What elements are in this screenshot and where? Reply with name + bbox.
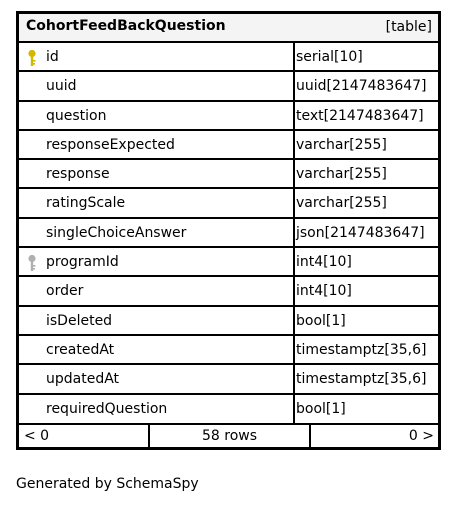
parents-count[interactable] bbox=[19, 425, 150, 447]
table-diagram bbox=[16, 11, 441, 450]
column-type: text[2147483647] bbox=[296, 107, 424, 124]
column-name-cell bbox=[19, 336, 295, 363]
column-name-cell bbox=[19, 72, 295, 99]
column-name: uuid bbox=[46, 78, 77, 95]
column-name: programId bbox=[46, 254, 119, 271]
column-name-cell bbox=[19, 131, 295, 158]
column-row-id[interactable] bbox=[19, 43, 438, 72]
column-row-requiredQuestion[interactable] bbox=[19, 395, 438, 424]
column-name: order bbox=[46, 283, 84, 300]
column-type: bool[1] bbox=[296, 400, 346, 417]
column-type: bool[1] bbox=[296, 312, 346, 329]
column-name-cell bbox=[19, 189, 295, 216]
children-count-label: 0 > bbox=[408, 428, 434, 444]
column-row-responseExpected[interactable] bbox=[19, 131, 438, 160]
column-type: varchar[255] bbox=[296, 136, 387, 153]
column-row-isDeleted[interactable] bbox=[19, 307, 438, 336]
column-row-updatedAt[interactable] bbox=[19, 365, 438, 394]
column-row-createdAt[interactable] bbox=[19, 336, 438, 365]
row-count-label: 58 rows bbox=[201, 428, 258, 444]
column-name-cell bbox=[19, 248, 295, 275]
column-name-cell bbox=[19, 307, 295, 334]
column-name: responseExpected bbox=[46, 136, 175, 153]
column-name: requiredQuestion bbox=[46, 400, 168, 417]
column-row-order[interactable] bbox=[19, 277, 438, 306]
column-row-question[interactable] bbox=[19, 102, 438, 131]
column-name: singleChoiceAnswer bbox=[46, 224, 187, 241]
column-type: varchar[255] bbox=[296, 195, 387, 212]
row-count bbox=[150, 425, 311, 447]
column-row-programId[interactable] bbox=[19, 248, 438, 277]
primary-key-icon bbox=[26, 49, 40, 67]
column-type: int4[10] bbox=[296, 283, 352, 300]
column-row-uuid[interactable] bbox=[19, 72, 438, 101]
column-name-cell bbox=[19, 43, 295, 70]
column-name: isDeleted bbox=[46, 312, 113, 329]
column-name: id bbox=[46, 49, 59, 65]
column-name-cell bbox=[19, 160, 295, 187]
column-row-response[interactable] bbox=[19, 160, 438, 189]
column-type: timestamptz[35,6] bbox=[296, 371, 427, 388]
column-name: response bbox=[46, 166, 110, 183]
children-count[interactable] bbox=[311, 425, 438, 447]
column-name-cell bbox=[19, 219, 295, 246]
column-name-cell bbox=[19, 277, 295, 304]
column-list bbox=[19, 43, 438, 424]
column-row-ratingScale[interactable] bbox=[19, 189, 438, 218]
column-type: serial[10] bbox=[296, 49, 363, 65]
table-footer bbox=[19, 423, 438, 447]
foreign-key-icon bbox=[26, 254, 40, 272]
column-name-cell bbox=[19, 365, 295, 392]
column-name: updatedAt bbox=[46, 371, 120, 388]
column-type: uuid[2147483647] bbox=[296, 78, 427, 95]
column-name: createdAt bbox=[46, 341, 115, 358]
column-name: question bbox=[46, 107, 107, 124]
table-kind-label: [table] bbox=[385, 19, 432, 35]
parents-count-label: < 0 bbox=[24, 428, 50, 444]
table-header bbox=[19, 14, 438, 43]
generated-by-text: Generated by SchemaSpy bbox=[16, 476, 199, 492]
table-name[interactable]: CohortFeedBackQuestion bbox=[26, 18, 226, 34]
column-name: ratingScale bbox=[46, 195, 126, 212]
column-type: int4[10] bbox=[296, 254, 352, 271]
column-name-cell bbox=[19, 395, 295, 424]
column-name-cell bbox=[19, 102, 295, 129]
column-type: json[2147483647] bbox=[296, 224, 425, 241]
column-type: varchar[255] bbox=[296, 166, 387, 183]
column-type: timestamptz[35,6] bbox=[296, 341, 427, 358]
column-row-singleChoiceAnswer[interactable] bbox=[19, 219, 438, 248]
